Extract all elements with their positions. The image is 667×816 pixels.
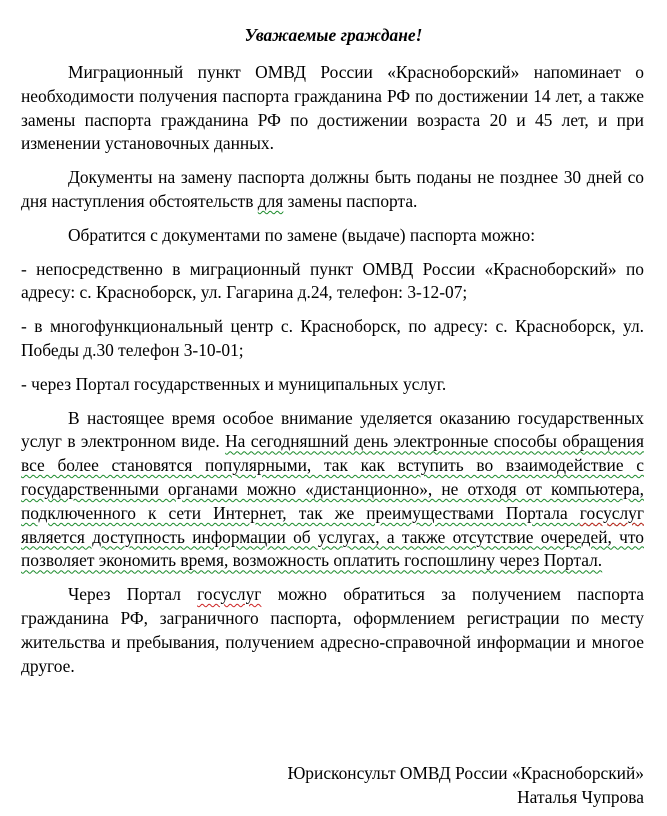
- paragraph-where-to-apply: Обратится с документами по замене (выдаче) паспорта можно:: [68, 224, 536, 245]
- paragraph-deadline-text-c: замены паспорта.: [283, 190, 418, 211]
- list-item-mfc: - в многофункциональный центр с. Красноборск, по адресу: с. Красноборск, ул. Победы д.30 телефон 3-10-01;: [21, 316, 644, 360]
- grammar-marked-passage: [21, 431, 644, 570]
- spelling-marked-word: госуслуг: [579, 502, 644, 523]
- paragraph-deadline: [21, 166, 644, 214]
- paragraph-electronic-services: [21, 407, 644, 574]
- paragraph-electronic-text-a: В настоящее время особое внимание уделяется оказанию государственных услуг в электронном виде.: [21, 407, 644, 452]
- spelling-marked-word-2: госуслуг: [197, 584, 262, 605]
- paragraph-electronic-text-b: На сегодняшний день электронные способы обращения все более становятся популярными, так как вступить во взаимодействие с государственными органами можно «дистанционно», не отходя от компьютера, подключенного к сети Интернет, так же преимуществами Портала: [21, 431, 644, 523]
- paragraph-portal-text-c: можно обратиться за получением паспорта гражданина РФ, заграничного паспорта, оформлением регистрации по месту жительства и пребывания, получением адресно-справочной информации и многое другое.: [21, 584, 645, 676]
- paragraph-deadline-text-a: Документы на замену паспорта должны быть поданы не позднее 30 дней со дня наступления обстоятельств: [21, 167, 644, 211]
- paragraph-electronic-text-d: является доступность информации об услугах, а также отсутствие очередей, что позволяет экономить время, возможность оплатить госпошлину через Портал.: [21, 526, 644, 571]
- grammar-marked-word: для: [257, 190, 284, 211]
- document-title: Уважаемые граждане!: [244, 25, 423, 45]
- signature-block: [287, 762, 644, 810]
- paragraph-portal-text-a: Через Портал: [68, 584, 198, 605]
- list-item-portal: - через Портал государственных и муниципальных услуг.: [21, 373, 447, 394]
- paragraph-portal-services: [21, 583, 644, 678]
- signature-name: Наталья Чупрова: [517, 786, 644, 807]
- list-item-migration-point: - непосредственно в миграционный пункт ОМВД России «Красноборский» по адресу: с. Красноборск, ул. Гагарина д.24, телефон: 3-12-07;: [21, 258, 644, 303]
- document-body: [21, 61, 644, 678]
- signature-position: Юрисконсульт ОМВД России «Красноборский»: [287, 763, 644, 783]
- paragraph-intro: Миграционный пункт ОМВД России «Красноборский» напоминает о необходимости получения паспорта гражданина РФ по достижении 14 лет, а также замены паспорта гражданина РФ по достижении возраста 20 и 45 лет, и при изменении установочных данных.: [21, 62, 644, 154]
